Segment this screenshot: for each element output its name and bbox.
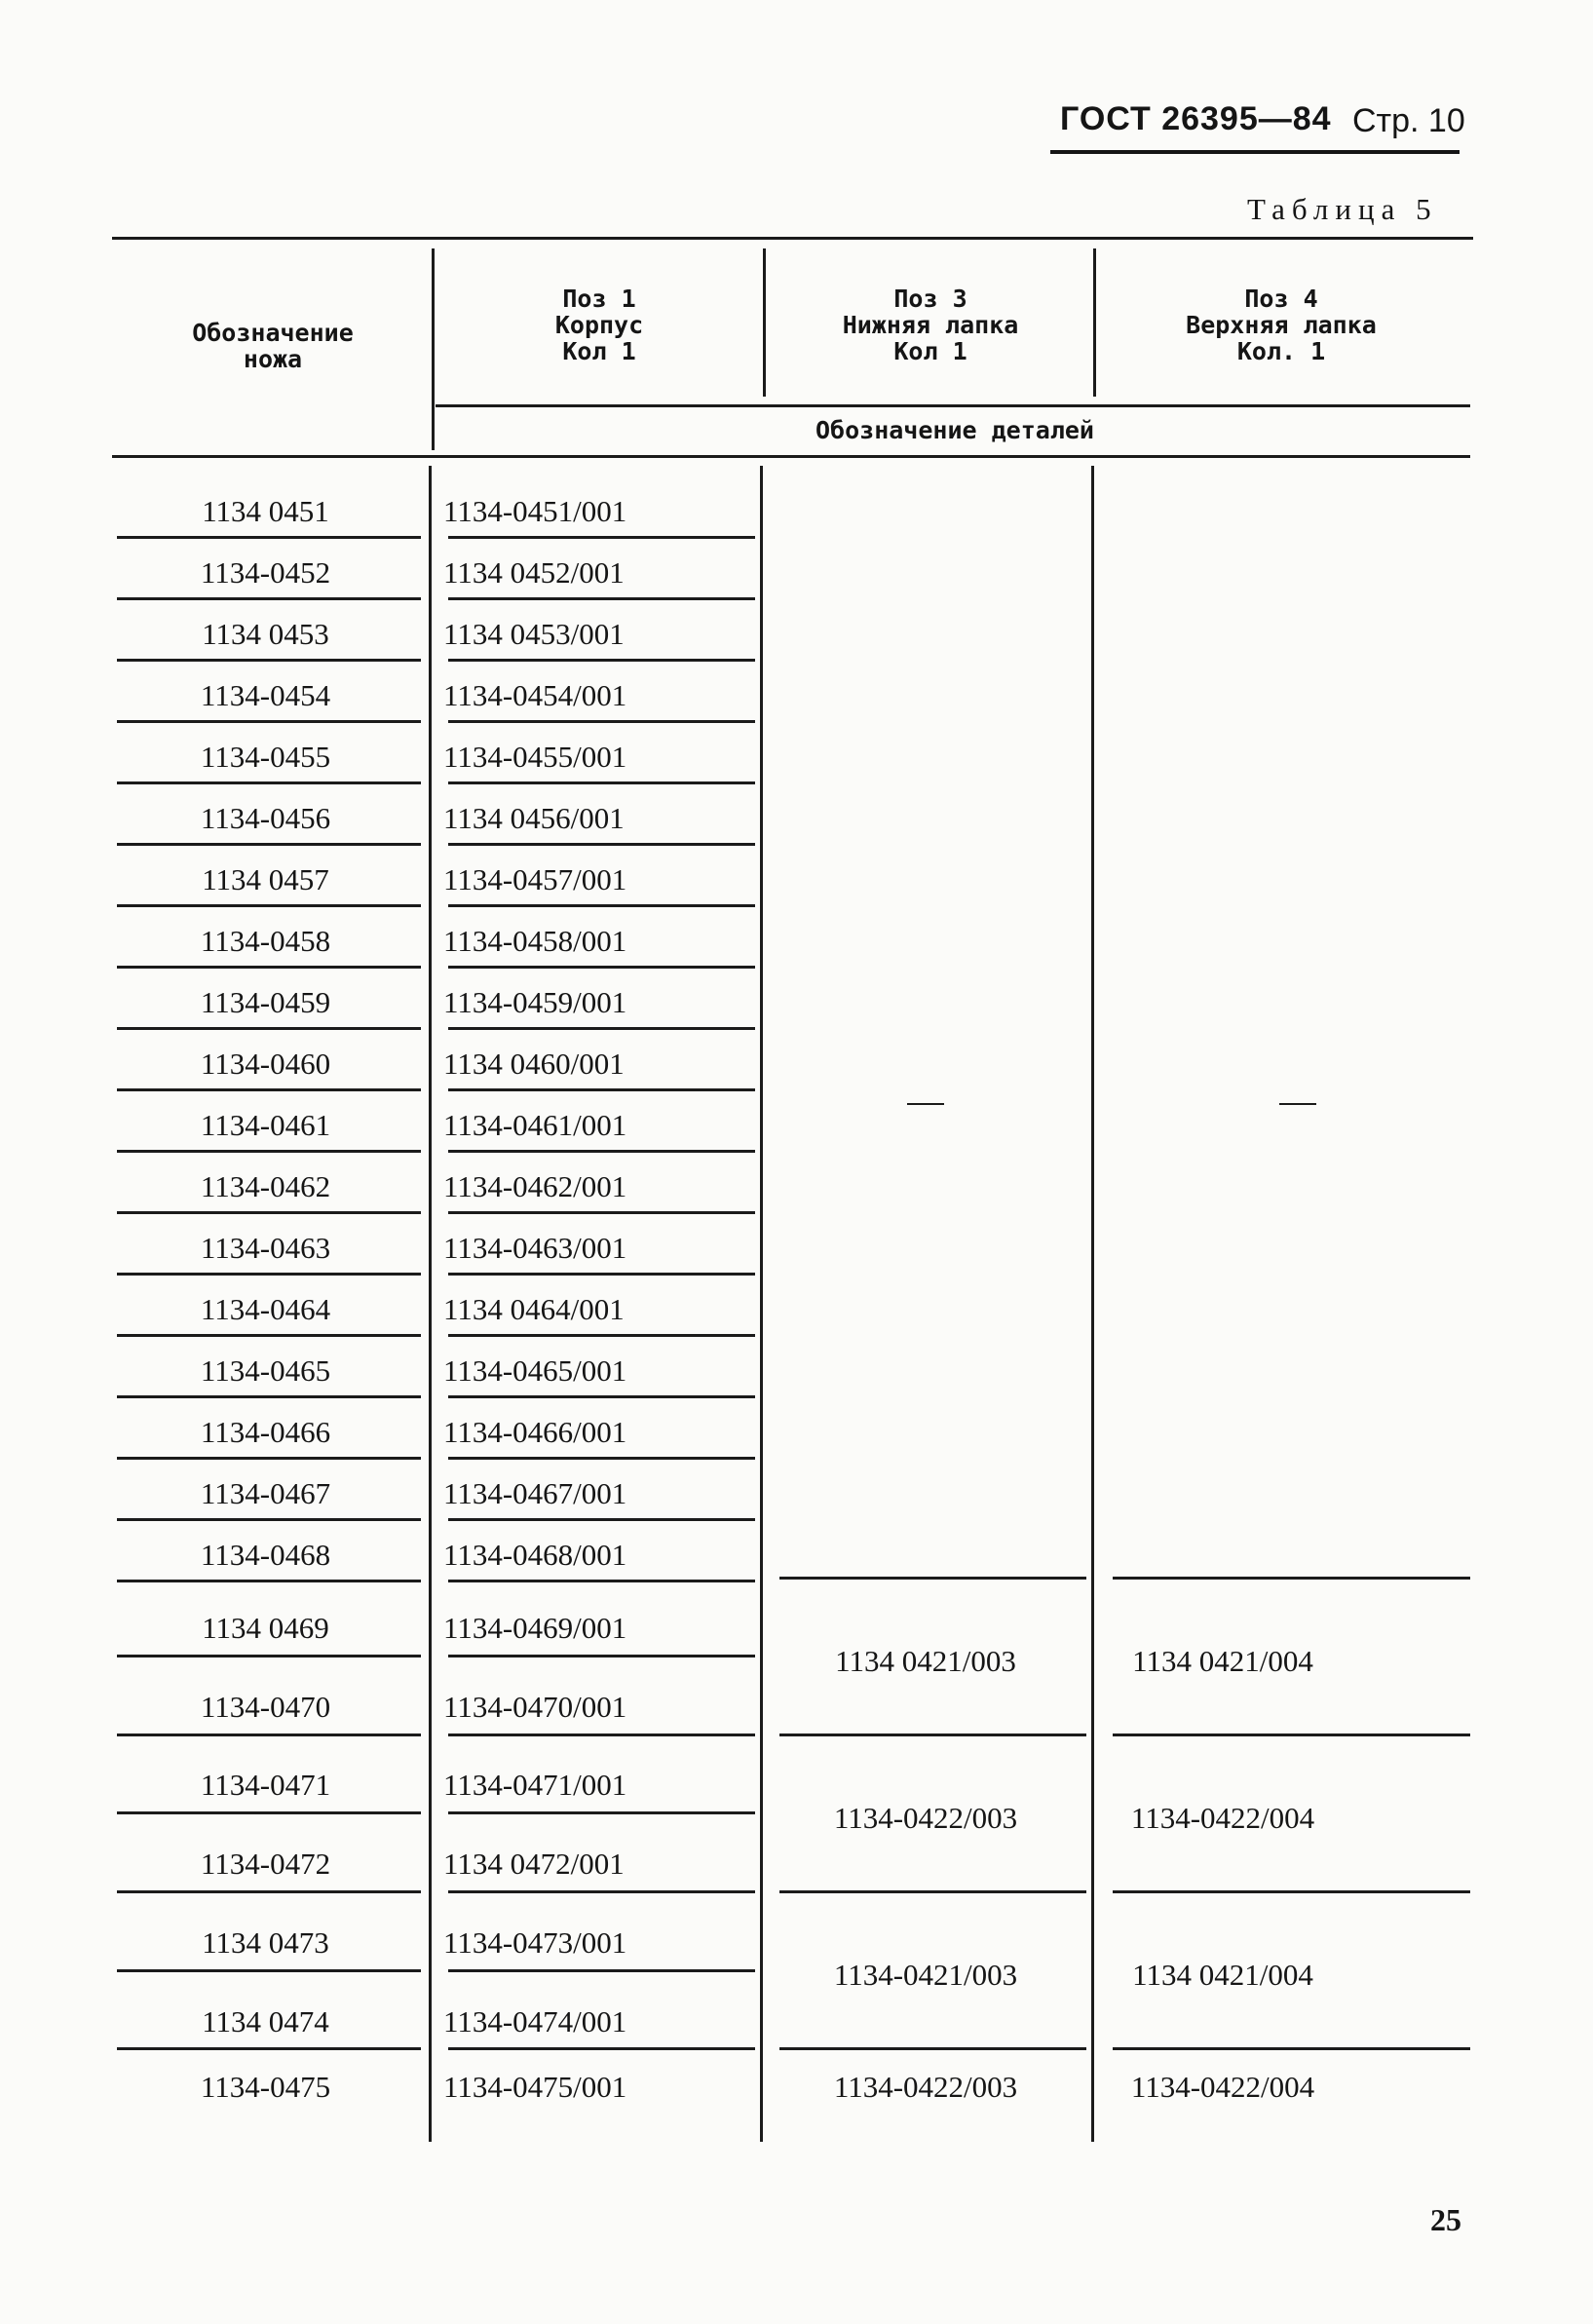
knife-cell: 1134-0475	[200, 2070, 331, 2104]
row-rule-pos1	[448, 536, 755, 539]
col-header-pos3: Поз 3 Нижняя лапка Кол 1	[842, 285, 1019, 365]
header-divider-3	[1093, 248, 1096, 397]
pos1-cell: 1134-0462/001	[443, 1169, 627, 1203]
pos1-cell: 1134 0464/001	[443, 1292, 625, 1326]
group-rule-pos4-3	[1113, 1890, 1470, 1893]
header-divider-1	[432, 248, 435, 450]
row-rule-knife	[117, 536, 421, 539]
row-rule-pos1	[448, 597, 755, 600]
row-rule-pos1	[448, 781, 755, 784]
row-rule-pos1	[448, 1150, 755, 1153]
pos1-cell: 1134-0463/001	[443, 1231, 627, 1265]
row-rule-knife	[117, 843, 421, 846]
pos1-cell: 1134-0474/001	[443, 2004, 627, 2038]
row-rule-knife	[117, 1811, 421, 1814]
knife-cell: 1134 0469	[202, 1611, 329, 1645]
group-4-pos3: 1134-0422/003	[833, 2070, 1018, 2104]
knife-cell: 1134-0458	[200, 924, 331, 958]
row-rule-pos1	[448, 720, 755, 723]
knife-cell: 1134-0455	[200, 740, 331, 774]
pos1-cell: 1134-0470/001	[443, 1690, 627, 1724]
row-rule-pos1	[448, 1580, 755, 1582]
pos1-cell: 1134-0471/001	[443, 1768, 627, 1802]
table-title: Таблица 5	[1247, 192, 1438, 226]
pos1-cell: 1134-0466/001	[443, 1415, 627, 1449]
pos1-cell: 1134-0475/001	[443, 2070, 627, 2104]
group-rule-pos3-3	[779, 1890, 1086, 1893]
row-rule-knife	[117, 1580, 421, 1582]
standard-code: ГОСТ 26395—84	[1060, 100, 1332, 137]
group-rule-pos4-4	[1113, 2047, 1470, 2050]
row-rule-knife	[117, 1457, 421, 1460]
group-2-pos4: 1134-0422/004	[1130, 1801, 1315, 1835]
row-rule-knife	[117, 2047, 421, 2050]
row-rule-pos1	[448, 843, 755, 846]
row-rule-knife	[117, 781, 421, 784]
table-top-rule	[112, 237, 1473, 240]
header-bottom-rule	[112, 455, 1470, 458]
col-header-pos4: Поз 4 Верхняя лапка Кол. 1	[1186, 285, 1377, 365]
pos1-cell: 1134-0451/001	[443, 494, 627, 528]
knife-cell: 1134 0474	[202, 2004, 329, 2038]
row-rule-pos1	[448, 1518, 755, 1521]
group-rule-pos4-2	[1113, 1733, 1470, 1736]
row-rule-knife	[117, 659, 421, 662]
knife-cell: 1134 0457	[202, 862, 329, 896]
row-rule-knife	[117, 1334, 421, 1337]
pos1-cell: 1134-0455/001	[443, 740, 627, 774]
row-rule-knife	[117, 1027, 421, 1030]
knife-cell: 1134-0465	[200, 1353, 331, 1388]
pos1-cell: 1134-0454/001	[443, 678, 627, 712]
knife-cell: 1134-0467	[200, 1476, 331, 1510]
row-rule-pos1	[448, 1655, 755, 1657]
row-rule-pos1	[448, 1088, 755, 1091]
knife-cell: 1134-0464	[200, 1292, 331, 1326]
page-number: 25	[1430, 2202, 1461, 2237]
row-rule-knife	[117, 1969, 421, 1972]
row-rule-knife	[117, 1150, 421, 1153]
page-label: Стр. 10	[1352, 102, 1465, 139]
body-divider-2	[760, 466, 763, 2142]
pos3-dash-text	[907, 1085, 937, 1120]
knife-cell: 1134-0471	[200, 1768, 331, 1802]
pos1-cell: 1134 0456/001	[443, 801, 625, 835]
pos4-dash-text	[1279, 1085, 1309, 1120]
row-rule-knife	[117, 597, 421, 600]
knife-cell: 1134 0451	[202, 494, 329, 528]
knife-cell: 1134-0454	[200, 678, 331, 712]
row-rule-pos1	[448, 1969, 755, 1972]
knife-cell: 1134-0456	[200, 801, 331, 835]
body-divider-1	[429, 466, 432, 2142]
row-rule-pos1	[448, 1811, 755, 1814]
pos1-cell: 1134 0460/001	[443, 1047, 625, 1081]
knife-cell: 1134-0468	[200, 1538, 331, 1572]
pos1-cell: 1134-0467/001	[443, 1476, 627, 1510]
group-4-pos4: 1134-0422/004	[1130, 2070, 1315, 2104]
header-divider-2	[763, 248, 766, 397]
row-rule-pos1	[448, 966, 755, 969]
group-3-pos4: 1134 0421/004	[1132, 1958, 1313, 1992]
knife-cell: 1134 0453	[202, 617, 329, 651]
row-rule-knife	[117, 1655, 421, 1657]
pos1-cell: 1134 0472/001	[443, 1847, 625, 1881]
col-header-knife: Обозначение ножа	[192, 319, 354, 373]
knife-cell: 1134-0460	[200, 1047, 331, 1081]
group-rule-pos3-2	[779, 1733, 1086, 1736]
row-rule-knife	[117, 1733, 421, 1736]
knife-cell: 1134-0461	[200, 1108, 331, 1142]
details-header: Обозначение деталей	[815, 416, 1094, 444]
pos1-cell: 1134 0453/001	[443, 617, 625, 651]
pos1-cell: 1134-0457/001	[443, 862, 627, 896]
row-rule-pos1	[448, 1890, 755, 1893]
group-2-pos3: 1134-0422/003	[833, 1801, 1018, 1835]
pos1-cell: 1134 0452/001	[443, 555, 625, 590]
knife-cell: 1134-0452	[200, 555, 331, 590]
pos1-cell: 1134-0473/001	[443, 1925, 627, 1960]
knife-cell: 1134-0459	[200, 985, 331, 1019]
pos1-cell: 1134-0458/001	[443, 924, 627, 958]
pos1-cell: 1134-0459/001	[443, 985, 627, 1019]
row-rule-knife	[117, 1518, 421, 1521]
row-rule-pos1	[448, 1733, 755, 1736]
knife-cell: 1134-0462	[200, 1169, 331, 1203]
row-rule-knife	[117, 1273, 421, 1276]
knife-cell: 1134-0470	[200, 1690, 331, 1724]
row-rule-pos1	[448, 1457, 755, 1460]
group-1-pos3: 1134 0421/003	[835, 1644, 1016, 1678]
pos1-cell: 1134-0461/001	[443, 1108, 627, 1142]
group-rule-pos3-4	[779, 2047, 1086, 2050]
pos1-cell: 1134-0465/001	[443, 1353, 627, 1388]
row-rule-knife	[117, 904, 421, 907]
row-rule-pos1	[448, 1211, 755, 1214]
group-rule-pos3-1	[779, 1577, 1086, 1580]
knife-cell: 1134-0472	[200, 1847, 331, 1881]
body-divider-3	[1091, 466, 1094, 2142]
row-rule-pos1	[448, 659, 755, 662]
row-rule-pos1	[448, 1334, 755, 1337]
row-rule-pos1	[448, 904, 755, 907]
row-rule-knife	[117, 1211, 421, 1214]
row-rule-pos1	[448, 1395, 755, 1398]
knife-cell: 1134 0473	[202, 1925, 329, 1960]
group-3-pos3: 1134-0421/003	[833, 1958, 1018, 1992]
header-underline	[1050, 150, 1460, 154]
knife-cell: 1134-0463	[200, 1231, 331, 1265]
col-header-pos1: Поз 1 Корпус Кол 1	[554, 285, 644, 365]
knife-cell: 1134-0466	[200, 1415, 331, 1449]
row-rule-pos1	[448, 1273, 755, 1276]
row-rule-knife	[117, 966, 421, 969]
row-rule-pos1	[448, 2047, 755, 2050]
row-rule-pos1	[448, 1027, 755, 1030]
row-rule-knife	[117, 1395, 421, 1398]
header-mid-rule	[436, 404, 1470, 407]
pos1-cell: 1134-0468/001	[443, 1538, 627, 1572]
pos1-cell: 1134-0469/001	[443, 1611, 627, 1645]
row-rule-knife	[117, 1890, 421, 1893]
row-rule-knife	[117, 720, 421, 723]
group-rule-pos4-1	[1113, 1577, 1470, 1580]
group-1-pos4: 1134 0421/004	[1132, 1644, 1313, 1678]
row-rule-knife	[117, 1088, 421, 1091]
